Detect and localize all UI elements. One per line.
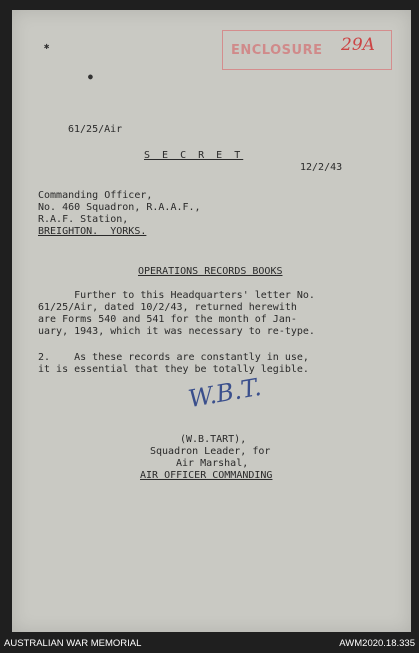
signatory-title: AIR OFFICER COMMANDING — [140, 470, 273, 481]
enclosure-stamp — [222, 30, 392, 70]
letter-date: 12/2/43 — [300, 162, 343, 173]
handwritten-signature: W.B.T. — [186, 372, 264, 414]
footer-institution: AUSTRALIAN WAR MEMORIAL — [4, 638, 142, 649]
body-line: Further to this Headquarters' letter No. — [38, 290, 315, 301]
file-reference: 61/25/Air — [68, 124, 123, 135]
addressee-line: No. 460 Squadron, R.A.A.F., — [38, 202, 201, 213]
signatory-name: (W.B.TART), — [180, 434, 247, 445]
addressee-line: Commanding Officer, — [38, 190, 153, 201]
body-line: it is essential that they be totally legible. — [38, 364, 309, 375]
body-line: 2. As these records are constantly in use, — [38, 352, 309, 363]
punch-mark-icon: ✱ — [44, 42, 50, 52]
subject-heading: OPERATIONS RECORDS BOOKS — [138, 266, 283, 277]
classification: S E C R E T — [144, 150, 244, 161]
addressee-line: BREIGHTON. YORKS. — [38, 226, 147, 237]
stamp-label: ENCLOSURE — [231, 43, 323, 58]
signatory-rank: Squadron Leader, for — [150, 446, 271, 457]
addressee-line: R.A.F. Station, — [38, 214, 129, 225]
enclosure-number: 29A — [341, 35, 375, 55]
ink-spot-icon: ● — [88, 72, 93, 81]
body-line: 61/25/Air, dated 10/2/43, returned herewith — [38, 302, 297, 313]
footer-accession-number: AWM2020.18.335 — [339, 638, 415, 649]
body-line: are Forms 540 and 541 for the month of Jan- — [38, 314, 297, 325]
body-line: uary, 1943, which it was necessary to re-type. — [38, 326, 315, 337]
signatory-authority: Air Marshal, — [176, 458, 249, 469]
